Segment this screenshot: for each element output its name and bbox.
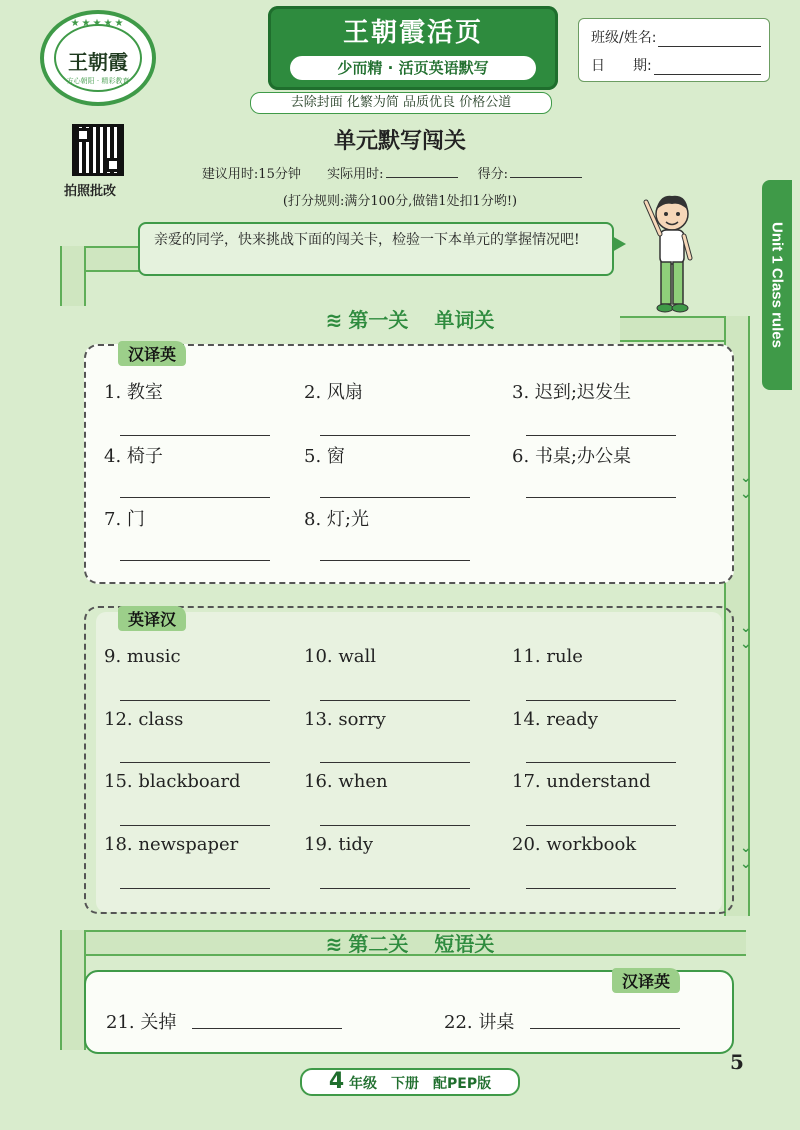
date-label: 日 期: — [591, 58, 652, 74]
word-item: 9. music — [104, 646, 181, 667]
brand-banner — [268, 6, 558, 90]
chevron-down-icon: ⌄ ⌄ — [740, 840, 752, 872]
word-item: 6. 书桌;办公桌 — [512, 446, 631, 467]
word-item: 2. 风扇 — [304, 382, 363, 403]
section2-heading — [60, 928, 760, 957]
word-item: 10. wall — [304, 646, 376, 667]
answer-line[interactable] — [120, 497, 270, 498]
logo-text: 王朝霞 — [68, 50, 128, 74]
answer-line[interactable] — [120, 560, 270, 561]
speech-bubble: 亲爱的同学，快来挑战下面的闯关卡，检验一下本单元的掌握情况吧! — [138, 222, 614, 276]
answer-line[interactable] — [526, 435, 676, 436]
word-item: 17. understand — [512, 771, 651, 792]
answer-line[interactable] — [530, 1028, 680, 1029]
wave-icon: ≋ — [325, 308, 343, 332]
actual-time-field[interactable] — [386, 177, 458, 178]
word-item: 3. 迟到;迟发生 — [512, 382, 631, 403]
chevron-down-icon: ⌄ ⌄ — [740, 620, 752, 652]
qr-label: 拍照批改 — [64, 184, 117, 199]
date-row — [591, 55, 761, 75]
brand-logo — [40, 10, 156, 106]
page-number: 5 — [730, 1050, 744, 1074]
word-item: 11. rule — [512, 646, 583, 667]
word-item: 12. class — [104, 709, 184, 730]
section1-title-a: 第一关 — [348, 308, 409, 332]
scoring-rules: (打分规则:满分100分,做错1处扣1分哟!) — [282, 194, 518, 209]
box1-tag: 汉译英 — [118, 341, 186, 366]
slogan: 去除封面 化繁为简 品质优良 价格公道 — [250, 92, 552, 114]
section1-title-b: 单词关 — [434, 308, 495, 332]
word-item: 15. blackboard — [104, 771, 241, 792]
answer-line[interactable] — [320, 888, 470, 889]
page-title: 单元默写闯关 — [333, 129, 466, 154]
answer-line[interactable] — [320, 560, 470, 561]
unit-side-tab-label: Unit 1 Class rules — [768, 222, 786, 348]
section2-title-a: 第二关 — [348, 932, 409, 956]
footer-text: 年级 下册 配PEP版 — [349, 1076, 492, 1092]
word-item: 19. tidy — [304, 834, 374, 855]
answer-line[interactable] — [320, 435, 470, 436]
brand-subtitle: 少而精 · 活页英语默写 — [290, 56, 536, 80]
answer-line[interactable] — [526, 825, 676, 826]
word-item: 14. ready — [512, 709, 599, 730]
word-box-cn-en — [84, 344, 734, 584]
word-item: 18. newspaper — [104, 834, 239, 855]
grade-number: 4 — [328, 1069, 345, 1094]
cartoon-boy-icon — [632, 192, 712, 318]
word-item: 4. 椅子 — [104, 446, 163, 467]
actual-time-label: 实际用时: — [327, 167, 384, 182]
section2-title-b: 短语关 — [434, 932, 495, 956]
box2-tag: 英译汉 — [118, 606, 186, 631]
student-info-box — [578, 18, 770, 82]
logo-subtitle: 方心朝阳 · 精彩教育 — [66, 77, 130, 85]
class-name-row — [591, 27, 761, 47]
answer-line[interactable] — [320, 700, 470, 701]
word-item: 20. workbook — [512, 834, 637, 855]
answer-line[interactable] — [192, 1028, 342, 1029]
phrase-box-tag: 汉译英 — [612, 968, 680, 993]
word-item: 1. 教室 — [104, 382, 163, 403]
word-item: 7. 门 — [104, 509, 145, 530]
word-item: 13. sorry — [304, 709, 386, 730]
answer-line[interactable] — [320, 825, 470, 826]
answer-line[interactable] — [320, 762, 470, 763]
class-name-field[interactable] — [658, 32, 761, 47]
chevron-down-icon: ⌄ ⌄ — [740, 470, 752, 502]
answer-line[interactable] — [120, 762, 270, 763]
time-score-line — [0, 163, 800, 182]
word-item: 16. when — [304, 771, 388, 792]
answer-line[interactable] — [120, 888, 270, 889]
answer-line[interactable] — [120, 435, 270, 436]
suggested-time: 建议用时:15分钟 — [201, 167, 301, 182]
phrase-item: 21. 关掉 — [106, 1012, 177, 1033]
word-item: 5. 窗 — [304, 446, 345, 467]
score-label: 得分: — [477, 167, 509, 182]
answer-line[interactable] — [526, 497, 676, 498]
speech-bubble-tail — [612, 236, 626, 252]
phrase-item: 22. 讲桌 — [444, 1012, 515, 1033]
answer-line[interactable] — [320, 497, 470, 498]
answer-line[interactable] — [526, 700, 676, 701]
class-name-label: 班级/姓名: — [591, 30, 657, 46]
section1-heading — [60, 304, 760, 333]
brand-title: 王朝霞活页 — [342, 18, 483, 48]
unit-side-tab — [762, 180, 792, 390]
answer-line[interactable] — [526, 888, 676, 889]
road-decoration — [60, 246, 86, 306]
answer-line[interactable] — [120, 825, 270, 826]
date-field[interactable] — [654, 60, 761, 75]
footer-edition — [300, 1068, 520, 1096]
word-item: 8. 灯;光 — [304, 509, 369, 530]
score-field[interactable] — [510, 177, 582, 178]
logo-stars: ★★★★★ — [70, 18, 126, 29]
word-box-en-cn — [84, 606, 734, 914]
wave-icon: ≋ — [325, 932, 343, 956]
answer-line[interactable] — [120, 700, 270, 701]
answer-line[interactable] — [526, 762, 676, 763]
